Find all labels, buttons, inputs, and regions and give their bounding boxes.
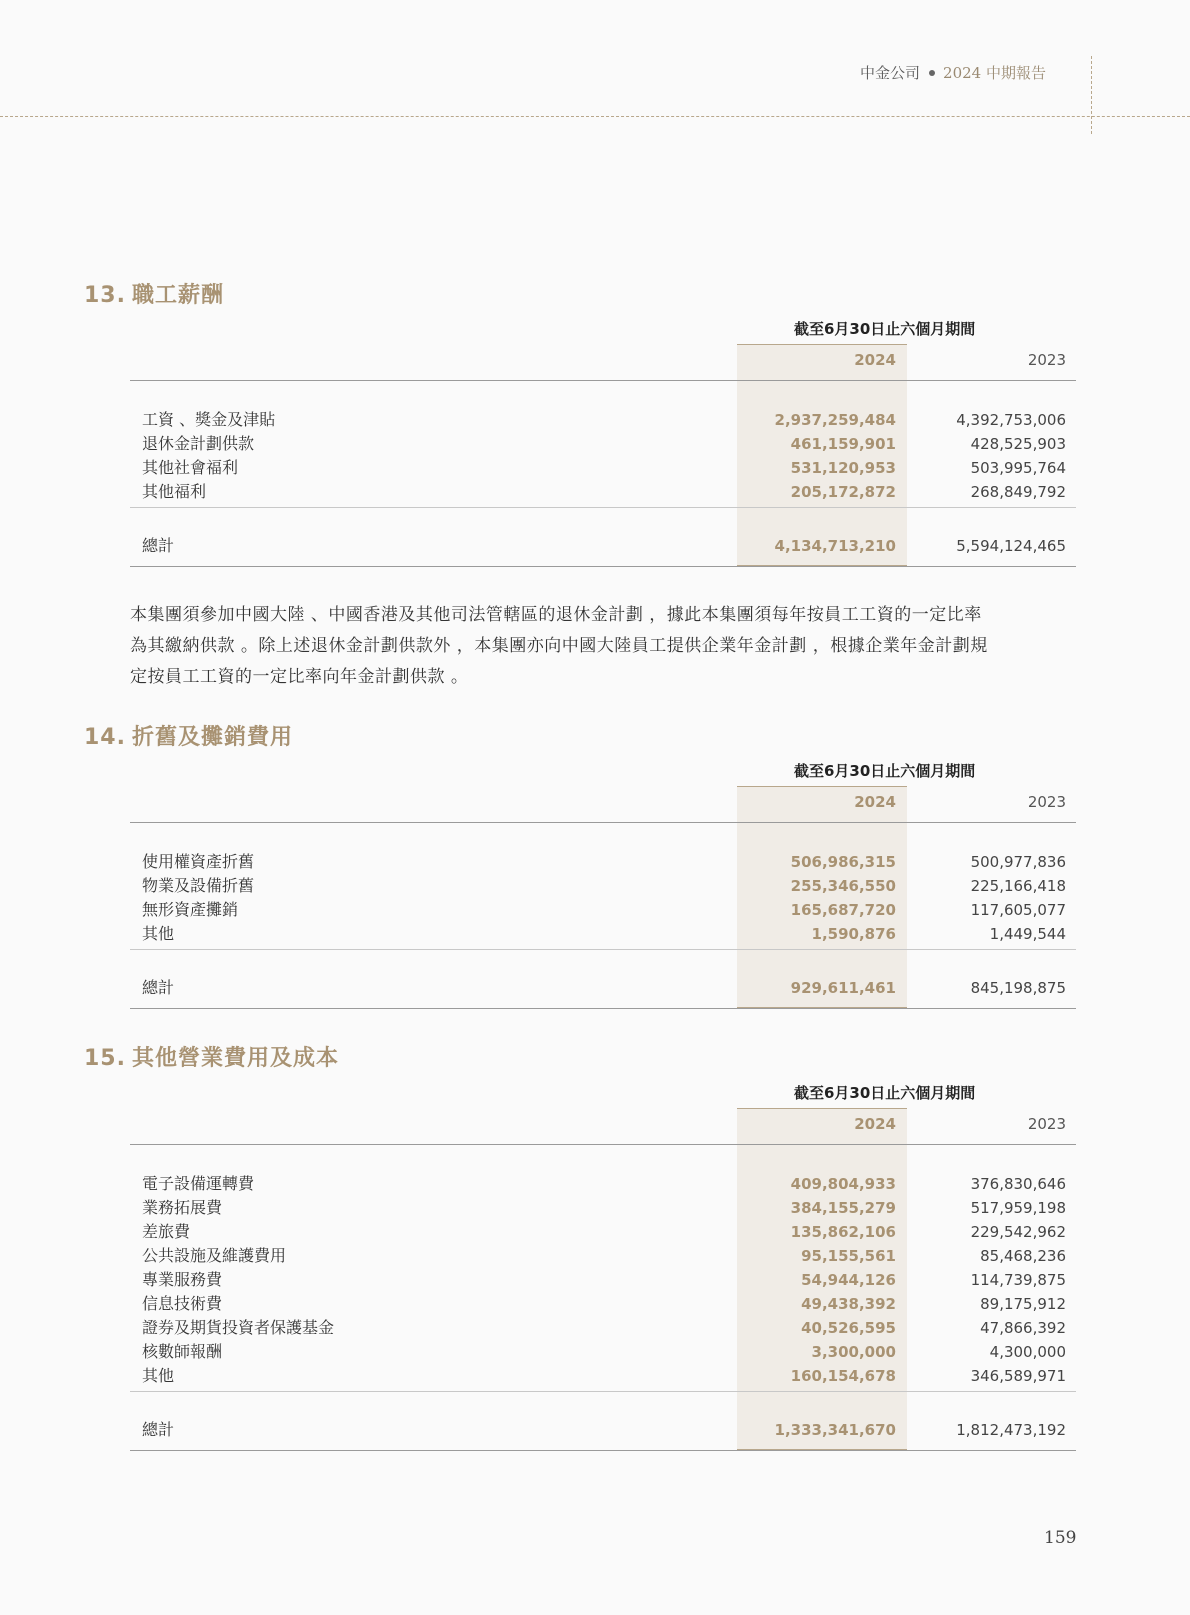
row-label: 其他 [142,924,175,943]
row-value-2024: 3,300,000 [811,1343,896,1361]
table-row [130,408,1076,432]
column-header-2023: 2023 [1027,793,1066,811]
header-dashed-divider [1091,56,1092,134]
total-label: 總計 [142,978,175,997]
row-value-2024: 160,154,678 [790,1367,896,1385]
bullet-icon [929,70,935,76]
header-rule [130,1144,1076,1145]
current-year-column-top-rule [737,344,907,345]
current-year-column-top-rule [737,786,907,787]
total-rule [130,1450,1076,1451]
header-company: 中金公司 [860,64,921,82]
row-value-2024: 165,687,720 [790,901,896,919]
table-row [130,922,1076,946]
total-row [130,1418,1076,1442]
header-rule [130,380,1076,381]
section-number: 13. [84,283,126,308]
total-label: 總計 [142,536,175,555]
table-row [130,1292,1076,1316]
row-label: 核數師報酬 [142,1342,223,1361]
row-value-2024: 54,944,126 [801,1271,896,1289]
table-row [130,1196,1076,1220]
row-value-2023: 114,739,875 [970,1271,1066,1289]
column-header-2024: 2024 [854,351,896,369]
row-value-2023: 117,605,077 [970,901,1066,919]
total-value-2023: 1,812,473,192 [956,1421,1066,1439]
column-header-2023: 2023 [1027,351,1066,369]
table-row [130,456,1076,480]
row-label: 物業及設備折舊 [142,876,255,895]
row-label: 其他福利 [142,482,207,501]
row-value-2023: 225,166,418 [970,877,1066,895]
header-dashed-rule [0,116,1190,117]
row-value-2023: 1,449,544 [989,925,1066,943]
row-label: 業務拓展費 [142,1198,223,1217]
row-value-2024: 384,155,279 [790,1199,896,1217]
row-label: 其他社會福利 [142,458,239,477]
column-header-2024: 2024 [854,793,896,811]
page-number: 159 [1044,1528,1077,1548]
table-row [130,1364,1076,1388]
row-label: 公共設施及維護費用 [142,1246,287,1265]
row-value-2023: 4,300,000 [989,1343,1066,1361]
row-value-2023: 85,468,236 [980,1247,1066,1265]
header-report-title: 2024 中期報告 [943,64,1046,82]
section-title-13 [84,278,224,309]
section-heading: 折舊及攤銷費用 [132,725,294,750]
section-heading: 職工薪酬 [132,283,225,308]
table-row [130,898,1076,922]
row-value-2023: 376,830,646 [970,1175,1066,1193]
total-row [130,976,1076,1000]
total-row [130,534,1076,558]
section-number: 14. [84,725,126,750]
row-value-2024: 2,937,259,484 [774,411,896,429]
subtotal-rule [130,1391,1076,1392]
row-value-2024: 409,804,933 [790,1175,896,1193]
table-row [130,850,1076,874]
total-value-2024: 4,134,713,210 [774,537,896,555]
table-row [130,1316,1076,1340]
row-value-2023: 428,525,903 [970,435,1066,453]
current-year-column-top-rule [737,1108,907,1109]
row-label: 無形資產攤銷 [142,900,239,919]
total-label: 總計 [142,1420,175,1439]
table-row [130,1172,1076,1196]
row-value-2023: 4,392,753,006 [956,411,1066,429]
total-value-2024: 929,611,461 [790,979,896,997]
row-value-2024: 95,155,561 [801,1247,896,1265]
table-row [130,874,1076,898]
table-row [130,1340,1076,1364]
section-heading: 其他營業費用及成本 [132,1046,340,1071]
row-label: 使用權資產折舊 [142,852,255,871]
row-value-2024: 40,526,595 [801,1319,896,1337]
row-value-2023: 346,589,971 [970,1367,1066,1385]
row-value-2024: 1,590,876 [811,925,896,943]
subtotal-rule [130,949,1076,950]
row-value-2023: 268,849,792 [970,483,1066,501]
paragraph-line: 本集團須參加中國大陸 、中國香港及其他司法管轄區的退休金計劃 ，據此本集團須每年按員工工資的一定比率 [130,605,982,625]
pension-note-paragraph [130,600,1080,693]
total-value-2023: 845,198,875 [970,979,1066,997]
row-value-2023: 89,175,912 [980,1295,1066,1313]
column-header-2024: 2024 [854,1115,896,1133]
table-row [130,432,1076,456]
row-label: 差旅費 [142,1222,191,1241]
paragraph-line: 為其繳納供款 。除上述退休金計劃供款外 ，本集團亦向中國大陸員工提供企業年金計劃 ，根據企業年金計劃規 [130,636,988,656]
paragraph-line: 定按員工工資的一定比率向年金計劃供款 。 [130,667,469,687]
row-value-2024: 461,159,901 [790,435,896,453]
table-row [130,1268,1076,1292]
section-title-15 [84,1041,339,1072]
row-label: 其他 [142,1366,175,1385]
row-value-2024: 531,120,953 [790,459,896,477]
row-label: 證券及期貨投資者保護基金 [142,1318,335,1337]
section-number: 15. [84,1046,126,1071]
row-value-2024: 49,438,392 [801,1295,896,1313]
row-value-2023: 517,959,198 [970,1199,1066,1217]
row-value-2023: 500,977,836 [970,853,1066,871]
table-row [130,1244,1076,1268]
row-label: 專業服務費 [142,1270,223,1289]
total-value-2023: 5,594,124,465 [956,537,1066,555]
row-value-2023: 229,542,962 [970,1223,1066,1241]
row-label: 退休金計劃供款 [142,434,255,453]
section-title-14 [84,720,293,751]
row-value-2024: 135,862,106 [790,1223,896,1241]
total-rule [130,1008,1076,1009]
row-value-2024: 205,172,872 [790,483,896,501]
row-value-2024: 255,346,550 [790,877,896,895]
column-header-2023: 2023 [1027,1115,1066,1133]
header-rule [130,822,1076,823]
period-label: 截至6月30日止六個月期間 [794,320,976,338]
row-value-2023: 47,866,392 [980,1319,1066,1337]
table-row [130,1220,1076,1244]
row-value-2023: 503,995,764 [970,459,1066,477]
row-value-2024: 506,986,315 [790,853,896,871]
row-label: 電子設備運轉費 [142,1174,255,1193]
period-label: 截至6月30日止六個月期間 [794,762,976,780]
row-label: 信息技術費 [142,1294,223,1313]
total-rule [130,566,1076,567]
row-label: 工資 、獎金及津貼 [142,410,276,429]
total-value-2024: 1,333,341,670 [774,1421,896,1439]
period-label: 截至6月30日止六個月期間 [794,1084,976,1102]
subtotal-rule [130,507,1076,508]
table-row [130,480,1076,504]
running-header [860,62,1046,83]
